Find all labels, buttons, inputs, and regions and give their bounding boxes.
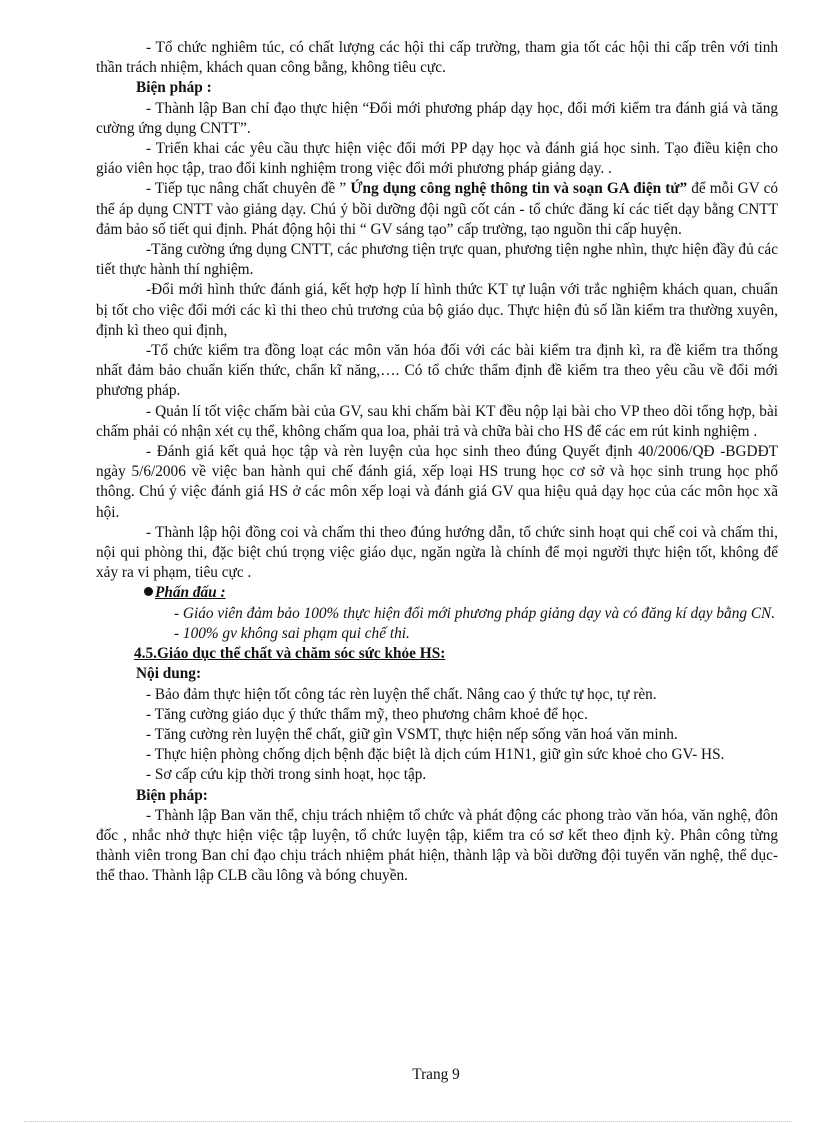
section-title: 4.5.Giáo dục thể chất và chăm sóc sức khỏe HS:	[134, 645, 446, 663]
page-bottom-divider	[24, 1121, 792, 1122]
noi-dung-item: - Bảo đảm thực hiện tốt công tác rèn luyện thể chất. Nâng cao ý thức tự học, tự rèn.	[146, 685, 657, 703]
phan-dau-item: - Giáo viên đảm bảo 100% thực hiện đổi mới phương pháp giảng dạy và có đăng kí dạy bằng CN.	[174, 604, 776, 622]
noi-dung-item: - Thực hiện phòng chống dịch bệnh đặc biệt là dịch cúm H1N1, giữ gìn sức khoẻ cho GV- HS.	[146, 746, 725, 764]
noi-dung-item: - Sơ cấp cứu kịp thời trong sinh hoạt, học tập.	[146, 766, 427, 784]
paragraph-grading-management: - Quản lí tốt việc chấm bài của GV, sau khi chấm bài KT đều nộp lại bài cho VP theo dõi tổng hợp, bài chấm phải có nhận xét cụ thể, không chấm qua loa, phải trả và chữa bài cho HS để các em rút kinh nghiệm .	[96, 402, 778, 440]
paragraph-deploy-requirements: - Triển khai các yêu cầu thực hiện việc đổi mới PP dạy học và đánh giá học sinh. Tạo điều kiện cho giáo viên học tập, trao đổi kinh nghiệm trong việc đổi mới phương pháp giảng dạy. .	[96, 140, 778, 178]
bien-phap-heading: Biện pháp :	[136, 79, 212, 97]
it-topic-title: Ứng dụng công nghệ thông tin và soạn GA điện tử”	[350, 180, 688, 198]
paragraph-increase-it: -Tăng cường ứng dụng CNTT, các phương tiện trực quan, phương tiện nghe nhìn, thực hiện đầy đủ các tiết thực hành thí nghiệm.	[96, 241, 778, 279]
noi-dung-heading: Nội dung:	[136, 665, 202, 683]
paragraph-sports-board: - Thành lập Ban văn thể, chịu trách nhiệm tổ chức và phát động các phong trào văn hóa, văn nghệ, đôn đốc , nhắc nhở thực hiện việc tập luyện, tổ chức luyện tập, kiểm tra có sơ kết theo định kỳ. Phân công từng thành viên trong Ban chỉ đạo chịu trách nhiệm phát hiện, thành lập và bồi dưỡng đội tuyển văn nghệ, thể dục- thể thao. Thành lập CLB cầu lông và bóng chuyền.	[96, 806, 778, 885]
noi-dung-item: - Tăng cường giáo dục ý thức thẩm mỹ, theo phương châm khoẻ để học.	[146, 705, 588, 723]
bullet-icon	[144, 587, 153, 596]
paragraph-assessment-reform: -Đổi mới hình thức đánh giá, kết hợp hợp lí hình thức KT tự luận với trắc nghiệm khách quan, chuẩn bị tốt cho việc đổi mới các kì thi theo chủ trương của bộ giáo dục. Thực hiện đủ số lần kiểm tra thường xuyên, định kì theo qui định,	[96, 281, 778, 339]
phan-dau-item: - 100% gv không sai phạm qui chế thi.	[174, 624, 410, 642]
paragraph-steering-board: - Thành lập Ban chỉ đạo thực hiện “Đổi mới phương pháp dạy học, đổi mới kiểm tra đánh giá và tăng cường ứng dụng CNTT”.	[96, 99, 778, 137]
phan-dau-label: Phấn đấu :	[155, 584, 226, 602]
bien-phap-heading-2: Biện pháp:	[136, 786, 208, 804]
paragraph-competitions: - Tổ chức nghiêm túc, có chất lượng các hội thi cấp trường, tham gia tốt các hội thi cấp trên với tinh thần trách nhiệm, khách quan công bằng, không tiêu cực.	[96, 39, 778, 77]
phan-dau-heading	[96, 583, 778, 603]
it-topic-body: để mỗi GV có thể áp dụng CNTT vào giảng dạy. Chú ý bồi dưỡng đội ngũ cốt cán - tổ chức đăng kí các tiết dạy bằng CNTT đảm bảo số tiết qui định. Phát động hội thi “ GV sáng tạo” cấp trường, tạo nguồn thi cấp huyện.	[96, 180, 779, 238]
page-number: Trang 9	[412, 1066, 460, 1083]
paragraph-it-topic	[96, 179, 778, 240]
document-page	[96, 38, 778, 887]
it-topic-intro: - Tiếp tục nâng chất chuyên đề ”	[146, 180, 347, 198]
paragraph-exam-organization: -Tổ chức kiểm tra đồng loạt các môn văn hóa đối với các bài kiểm tra định kì, ra đề kiểm tra thống nhất đảm bảo chuẩn kiến thức, chẩn kĩ năng,…. Có tổ chức thẩm định đề kiểm tra theo yêu cầu về đổi mới phương pháp.	[96, 342, 778, 400]
paragraph-exam-council: - Thành lập hội đồng coi và chấm thi theo đúng hướng dẫn, tổ chức sinh hoạt qui chế coi và chấm thi, nội qui phòng thi, đặc biệt chú trọng việc giáo dục, ngăn ngừa là chính để mọi người thực hiện tốt, không để xảy ra vi phạm, tiêu cực .	[96, 523, 778, 582]
paragraph-student-evaluation: - Đánh giá kết quả học tập và rèn luyện của học sinh theo đúng Quyết định 40/2006/QĐ -BGDĐT ngày 5/6/2006 về việc ban hành qui chế đánh giá, xếp loại HS trung học cơ sở và học sinh trung học phổ thông. Chú ý việc đánh giá HS ở các môn xếp loại và đánh giá GV qua hiệu quả dạy học của các môn học xã hội.	[96, 443, 778, 521]
noi-dung-item: - Tăng cường rèn luyện thể chất, giữ gìn VSMT, thực hiện nếp sống văn hoá văn minh.	[146, 725, 678, 743]
